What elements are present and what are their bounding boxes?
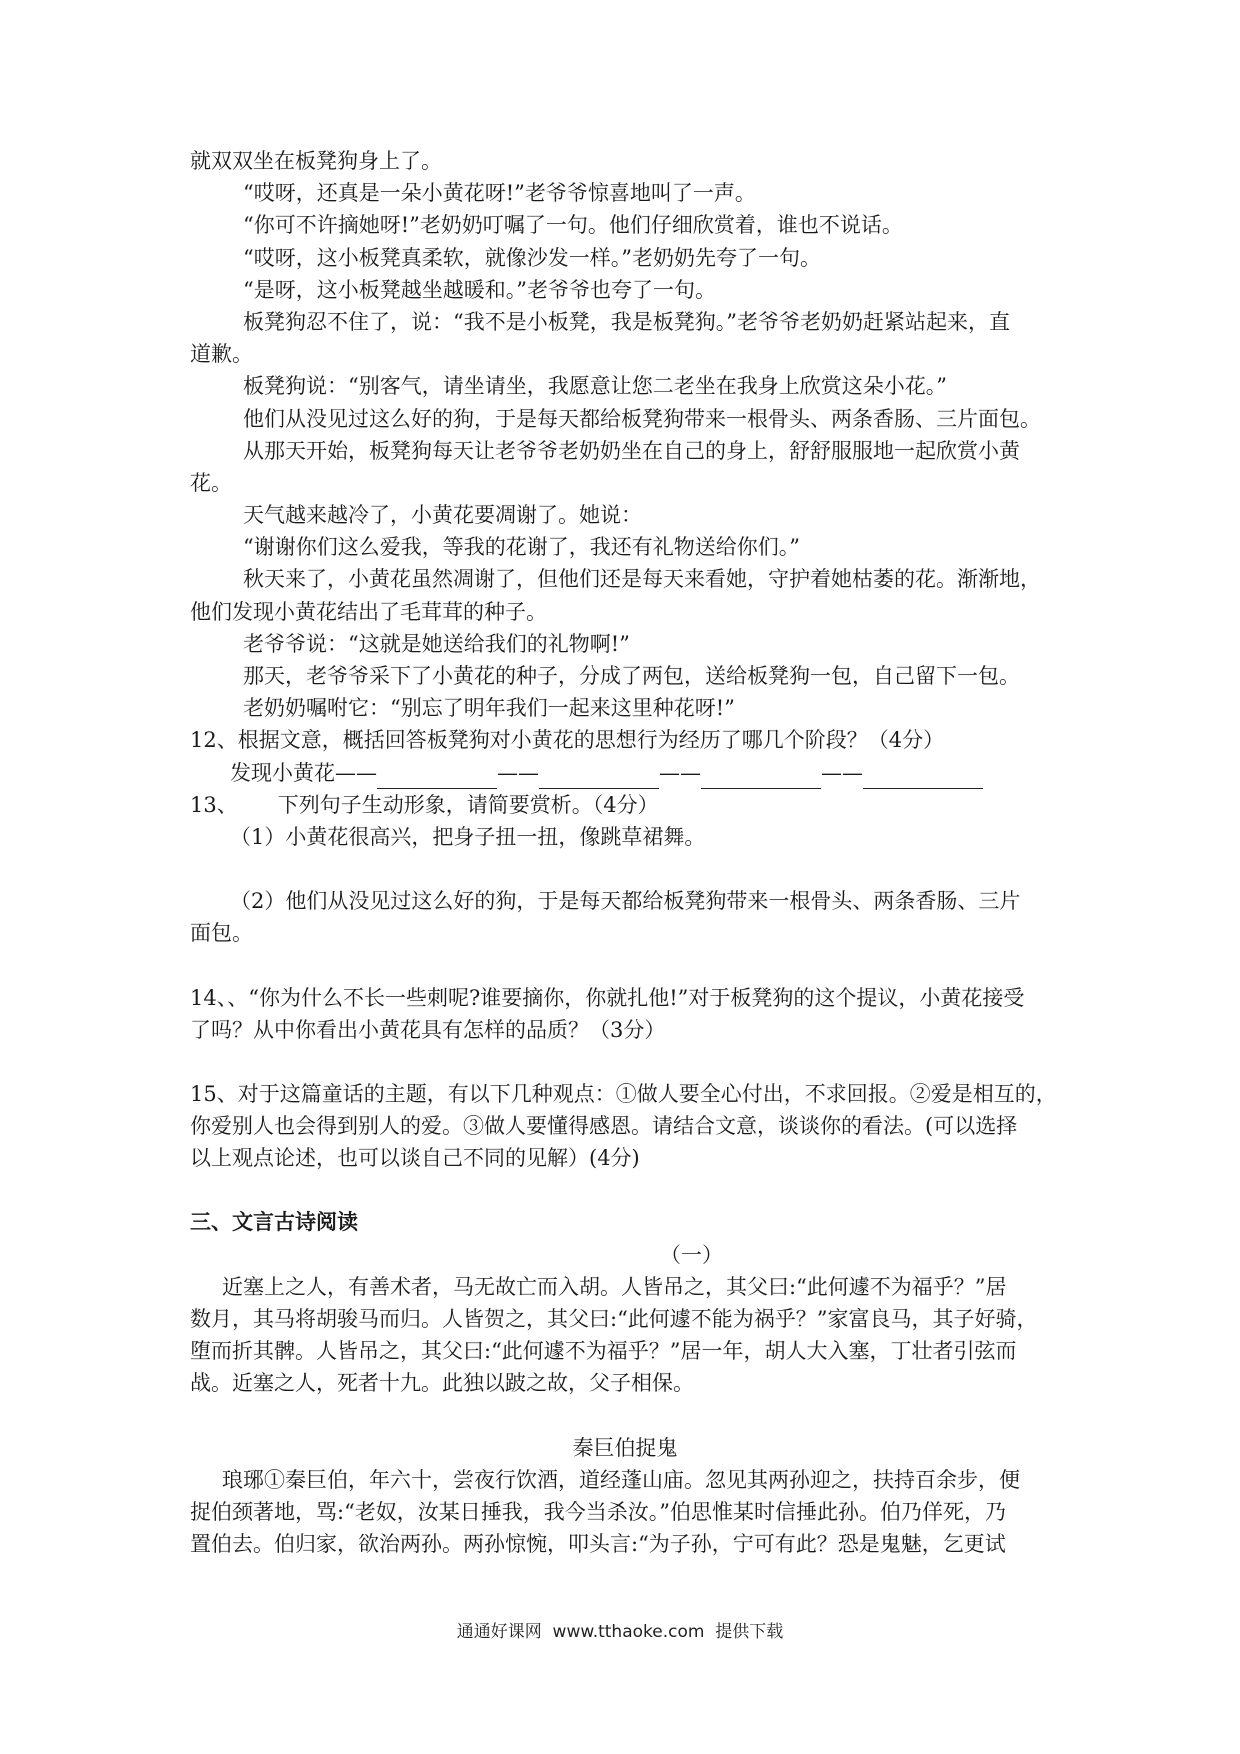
- question-13: 13、 下列句子生动形象，请简要赏析。（4分）: [190, 792, 659, 817]
- classical-text-line: 置伯去。伯归家，欲治两孙。两孙惊惋，叩头言:“为子孙，宁可有此？恐是鬼魅，乞更试: [190, 1532, 1006, 1557]
- story-line: “哎呀，还真是一朵小黄花呀!”老爷爷惊喜地叫了一声。: [243, 181, 756, 206]
- story-line: 那天，老爷爷采下了小黄花的种子，分成了两包，送给板凳狗一包，自己留下一包。: [243, 664, 1020, 688]
- classical-text-line: 战。近塞之人，死者十九。此独以跛之故，父子相保。: [190, 1371, 694, 1396]
- question-15-cont: 以上观点论述，也可以谈自己不同的见解）(4分): [190, 1146, 640, 1171]
- section-heading: 三、文言古诗阅读: [190, 1210, 358, 1235]
- classical-text-line: 堕而折其髀。人皆吊之，其父曰:“此何遽不为福乎？”居一年，胡人大入塞，丁壮者引弦而: [190, 1339, 1017, 1364]
- question-15-cont: 你爱别人也会得到别人的爱。③做人要懂得感恩。请结合文意，谈谈你的看法。(可以选择: [190, 1114, 1018, 1139]
- blank-dash: ——: [497, 760, 539, 785]
- page-footer: 通通好课网 www.tthaoke.com 提供下载: [456, 1622, 784, 1642]
- story-line: 板凳狗忍不住了，说：“我不是小板凳，我是板凳狗。”老爷爷老奶奶赶紧站起来，直: [243, 309, 1010, 334]
- story-line: 板凳狗说：“别客气，请坐请坐，我愿意让您二老坐在我身上欣赏这朵小花。”: [243, 374, 947, 399]
- blank-prefix: 发现小黄花——: [230, 760, 377, 785]
- story-line: “是呀，这小板凳越坐越暖和。”老爷爷也夸了一句。: [243, 277, 716, 302]
- part-label: （一）: [660, 1242, 723, 1267]
- question-13-2: （2）他们从没见过这么好的狗，于是每天都给板凳狗带来一根骨头、两条香肠、三片: [230, 889, 1021, 914]
- story-line: 天气越来越冷了，小黄花要凋谢了。她说：: [243, 503, 642, 528]
- question-12: 12、根据文意，概括回答板凳狗对小黄花的思想行为经历了哪几个阶段？（4分）: [190, 728, 945, 753]
- question-13-1: （1）小黄花很高兴，把身子扭一扭，像跳草裙舞。: [230, 824, 706, 849]
- story-line: 他们发现小黄花结出了毛茸茸的种子。: [190, 599, 547, 624]
- story-line: 秋天来了，小黄花虽然凋谢了，但他们还是每天来看她，守护着她枯萎的花。渐渐地，: [243, 567, 1041, 592]
- answer-blanks-12: [190, 757, 1060, 789]
- classical-text-line: 数月，其马将胡骏马而归。人皆贺之，其父曰:“此何遽不能为祸乎？”家富良马，其子好骑，: [190, 1307, 1038, 1331]
- story-line: 他们从没见过这么好的狗，于是每天都给板凳狗带来一根骨头、两条香肠、三片面包。: [243, 406, 1041, 431]
- answer-blank[interactable]: [539, 766, 659, 789]
- story-line: “谢谢你们这么爱我，等我的花谢了，我还有礼物送给你们。”: [243, 535, 800, 560]
- classical-text-line: 捉伯颈著地，骂:“老奴，汝某日捶我，我今当杀汝。”伯思惟某时信捶此孙。伯乃佯死，乃: [190, 1499, 1007, 1524]
- story-line: 道歉。: [190, 342, 253, 367]
- answer-blank[interactable]: [377, 766, 497, 789]
- blank-dash: ——: [821, 760, 863, 785]
- story-line: 就双双坐在板凳狗身上了。: [190, 149, 442, 173]
- classical-text-line: 近塞上之人，有善术者，马无故亡而入胡。人皆吊之，其父曰:“此何遽不为福乎？”居: [222, 1274, 1007, 1299]
- story-line: “你可不许摘她呀!”老奶奶叮嘱了一句。他们仔细欣赏着，谁也不说话。: [243, 213, 903, 238]
- passage-title: 秦巨伯捉鬼: [572, 1435, 678, 1460]
- question-13-2-cont: 面包。: [190, 921, 253, 946]
- answer-blank[interactable]: [863, 766, 983, 789]
- story-line: “哎呀，这小板凳真柔软，就像沙发一样。”老奶奶先夸了一句。: [243, 245, 821, 270]
- story-line: 老爷爷说：“这就是她送给我们的礼物啊!”: [243, 631, 630, 656]
- question-15: 15、对于这篇童话的主题，有以下几种观点：①做人要全心付出，不求回报。②爱是相互的，: [190, 1081, 1057, 1106]
- classical-text-line: 琅琊①秦巨伯，年六十，尝夜行饮酒，道经蓬山庙。忽见其两孙迎之，扶持百余步，便: [222, 1467, 1020, 1492]
- document-page: [190, 145, 1060, 1560]
- story-line: 老奶奶嘱咐它：“别忘了明年我们一起来这里种花呀!”: [243, 696, 735, 721]
- answer-blank[interactable]: [701, 766, 821, 789]
- blank-dash: ——: [659, 760, 701, 785]
- story-line: 花。: [190, 470, 232, 495]
- story-line: 从那天开始，板凳狗每天让老爷爷老奶奶坐在自己的身上，舒舒服服地一起欣赏小黄: [243, 438, 1020, 463]
- question-14: 14、、“你为什么不长一些刺呢?谁要摘你，你就扎他!”对于板凳狗的这个提议，小黄花接受: [190, 985, 1025, 1010]
- question-14-cont: 了吗？从中你看出小黄花具有怎样的品质？（3分）: [190, 1017, 666, 1042]
